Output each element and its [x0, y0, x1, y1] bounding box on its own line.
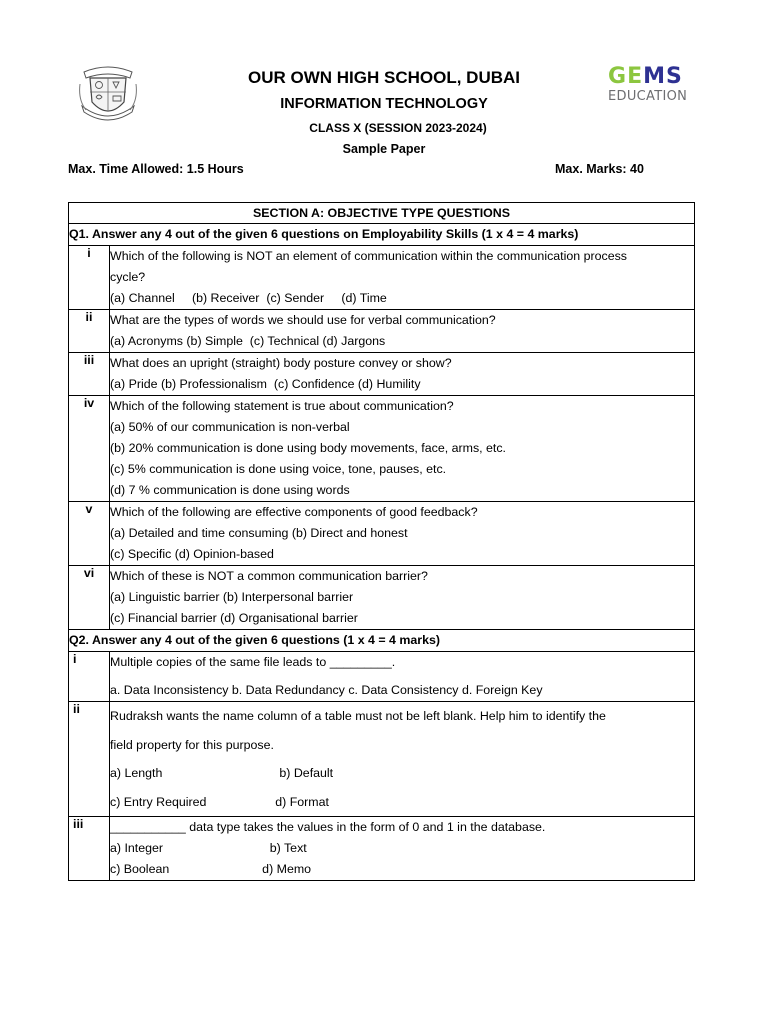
question-text: What are the types of words we should use for verbal communication?	[110, 313, 496, 327]
question-row	[69, 502, 695, 566]
question-row	[69, 652, 695, 702]
question-number: i	[69, 246, 110, 310]
answer-options: (a) Detailed and time consuming (b) Direct and honest	[110, 526, 408, 540]
question-table	[68, 202, 695, 881]
question-text: Which of the following is NOT an element of communication within the communication process	[110, 249, 627, 263]
question-body	[110, 502, 695, 566]
question-body	[110, 817, 695, 881]
question-number: i	[69, 652, 110, 702]
question-body	[110, 652, 695, 702]
question-row	[69, 817, 695, 881]
answer-option: (a) 50% of our communication is non-verbal	[110, 420, 350, 434]
school-name: OUR OWN HIGH SCHOOL, DUBAI	[248, 68, 520, 87]
gems-logo-subtitle: EDUCATION	[608, 89, 688, 104]
question-text: Which of these is NOT a common communication barrier?	[110, 569, 428, 583]
question-body	[110, 566, 695, 630]
subject-title: INFORMATION TECHNOLOGY	[280, 96, 488, 112]
max-time: Max. Time Allowed: 1.5 Hours	[68, 162, 244, 176]
section-a-title: SECTION A: OBJECTIVE TYPE QUESTIONS	[69, 203, 695, 224]
question-text: cycle?	[110, 270, 146, 284]
question-row	[69, 246, 695, 310]
answer-options: c) Boolean d) Memo	[110, 862, 312, 876]
q1-heading: Q1. Answer any 4 out of the given 6 questions on Employability Skills (1 x 4 = 4 marks)	[69, 224, 695, 246]
question-row	[69, 396, 695, 502]
max-marks: Max. Marks: 40	[555, 162, 644, 176]
question-body	[110, 353, 695, 396]
q2-heading: Q2. Answer any 4 out of the given 6 questions (1 x 4 = 4 marks)	[69, 630, 695, 652]
answer-option: (d) 7 % communication is done using words	[110, 483, 350, 497]
question-text: Which of the following statement is true about communication?	[110, 399, 454, 413]
question-text: Rudraksh wants the name column of a table must not be left blank. Help him to identify the	[110, 709, 606, 723]
question-row	[69, 353, 695, 396]
question-number: iii	[69, 353, 110, 396]
question-number: iii	[69, 817, 110, 881]
question-number: vi	[69, 566, 110, 630]
question-text: Which of the following are effective components of good feedback?	[110, 505, 478, 519]
question-body	[110, 310, 695, 353]
question-text: What does an upright (straight) body posture convey or show?	[110, 356, 452, 370]
answer-options: (a) Pride (b) Professionalism (c) Confidence (d) Humility	[110, 377, 421, 391]
question-number: v	[69, 502, 110, 566]
question-number: ii	[69, 310, 110, 353]
answer-options: (a) Linguistic barrier (b) Interpersonal barrier	[110, 590, 354, 604]
answer-options: (a) Channel (b) Receiver (c) Sender (d) Time	[110, 291, 387, 305]
question-body	[110, 396, 695, 502]
gems-logo-word: GEMS	[608, 64, 683, 89]
class-session: CLASS X (SESSION 2023-2024)	[309, 121, 487, 135]
question-row	[69, 566, 695, 630]
answer-options: (c) Specific (d) Opinion-based	[110, 547, 274, 561]
answer-option: (b) 20% communication is done using body movements, face, arms, etc.	[110, 441, 506, 455]
answer-options: a. Data Inconsistency b. Data Redundancy c. Data Consistency d. Foreign Key	[110, 683, 543, 697]
answer-option: (c) 5% communication is done using voice, tone, pauses, etc.	[110, 462, 447, 476]
answer-options: (a) Acronyms (b) Simple (c) Technical (d) Jargons	[110, 334, 386, 348]
question-body	[110, 246, 695, 310]
question-text: Multiple copies of the same file leads to _________.	[110, 655, 396, 669]
paper-type: Sample Paper	[342, 142, 426, 156]
question-body	[110, 702, 695, 817]
question-row	[69, 310, 695, 353]
answer-options: c) Entry Required d) Format	[110, 794, 329, 809]
answer-options: a) Length b) Default	[110, 766, 334, 780]
question-text: ___________ data type takes the values in the form of 0 and 1 in the database.	[110, 820, 546, 834]
answer-options: a) Integer b) Text	[110, 841, 307, 855]
question-text: field property for this purpose.	[110, 737, 274, 752]
question-row	[69, 702, 695, 817]
question-number: ii	[69, 702, 110, 817]
answer-options: (c) Financial barrier (d) Organisational barrier	[110, 611, 358, 625]
question-number: iv	[69, 396, 110, 502]
